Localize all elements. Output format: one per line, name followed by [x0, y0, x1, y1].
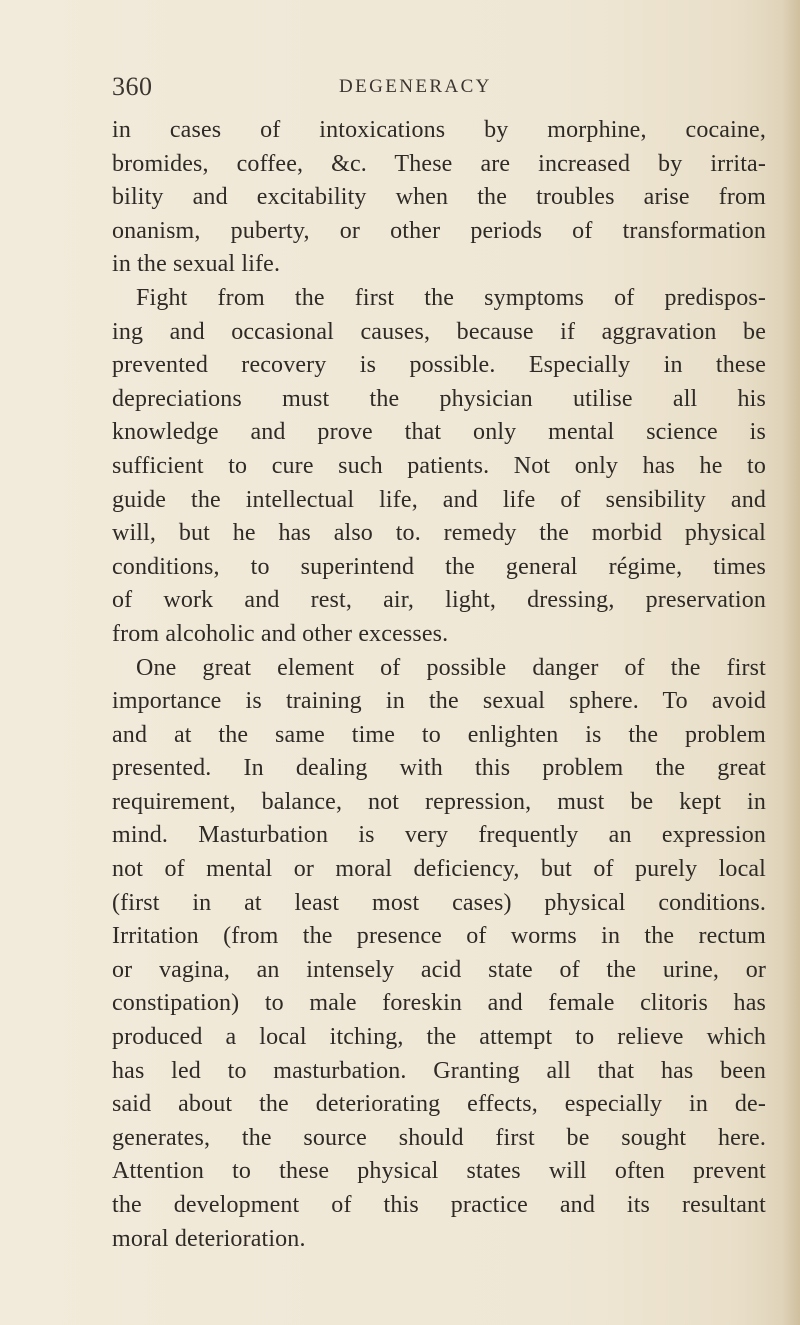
text-line: (first in at least most cases) physical conditions.	[112, 889, 766, 916]
text-line: Attention to these physical states will often prevent	[112, 1158, 766, 1185]
text-line: will, but he has also to. remedy the morbid physical	[112, 520, 766, 547]
body-text	[112, 114, 766, 1256]
text-line: or vagina, an intensely acid state of the urine, or	[112, 956, 766, 983]
text-line: from alcoholic and other excesses.	[112, 620, 449, 647]
text-line: presented. In dealing with this problem the great	[112, 755, 766, 782]
text-line: importance is training in the sexual sphere. To avoid	[112, 688, 766, 715]
text-line: ing and occasional causes, because if aggravation be	[112, 318, 766, 345]
text-line: moral deterioration.	[112, 1225, 306, 1252]
text-line: prevented recovery is possible. Especially in these	[112, 352, 766, 379]
running-head	[0, 72, 800, 112]
text-line: requirement, balance, not repression, must be kept in	[112, 788, 766, 815]
text-line: constipation) to male foreskin and female clitoris has	[112, 990, 766, 1017]
text-line: the development of this practice and its resultant	[112, 1192, 766, 1218]
text-line: depreciations must the physician utilise all his	[112, 385, 766, 412]
page-number: 360	[112, 72, 153, 101]
text-line: has led to masturbation. Granting all that has been	[112, 1057, 766, 1084]
text-line: of work and rest, air, light, dressing, preservation	[112, 587, 766, 614]
text-line: onanism, puberty, or other periods of transformation	[112, 217, 766, 244]
text-line: Fight from the first the symptoms of predispos-	[136, 284, 766, 311]
text-line: guide the intellectual life, and life of sensibility and	[112, 486, 766, 513]
text-line: sufficient to cure such patients. Not only has he to	[112, 452, 766, 479]
text-line: said about the deteriorating effects, especially in de-	[112, 1091, 766, 1118]
text-line: in the sexual life.	[112, 251, 281, 278]
text-line: Irritation (from the presence of worms in the rectum	[112, 923, 766, 950]
text-line: mind. Masturbation is very frequently an expression	[112, 822, 766, 849]
running-title: DEGENERACY	[339, 76, 492, 97]
text-line: produced a local itching, the attempt to relieve which	[112, 1024, 766, 1051]
text-line: bility and excitability when the troubles arise from	[112, 184, 766, 211]
text-line: generates, the source should first be sought here.	[112, 1124, 766, 1151]
text-line: bromides, coffee, &c. These are increased by irrita-	[112, 150, 766, 177]
text-line: One great element of possible danger of the first	[136, 654, 766, 681]
text-line: knowledge and prove that only mental science is	[112, 419, 766, 446]
text-line: in cases of intoxications by morphine, cocaine,	[112, 117, 766, 143]
text-line: conditions, to superintend the general régime, times	[112, 553, 766, 580]
page-edge-shadow	[782, 0, 800, 1325]
text-line: not of mental or moral deficiency, but of purely local	[112, 856, 766, 883]
text-line: and at the same time to enlighten is the problem	[112, 721, 766, 748]
